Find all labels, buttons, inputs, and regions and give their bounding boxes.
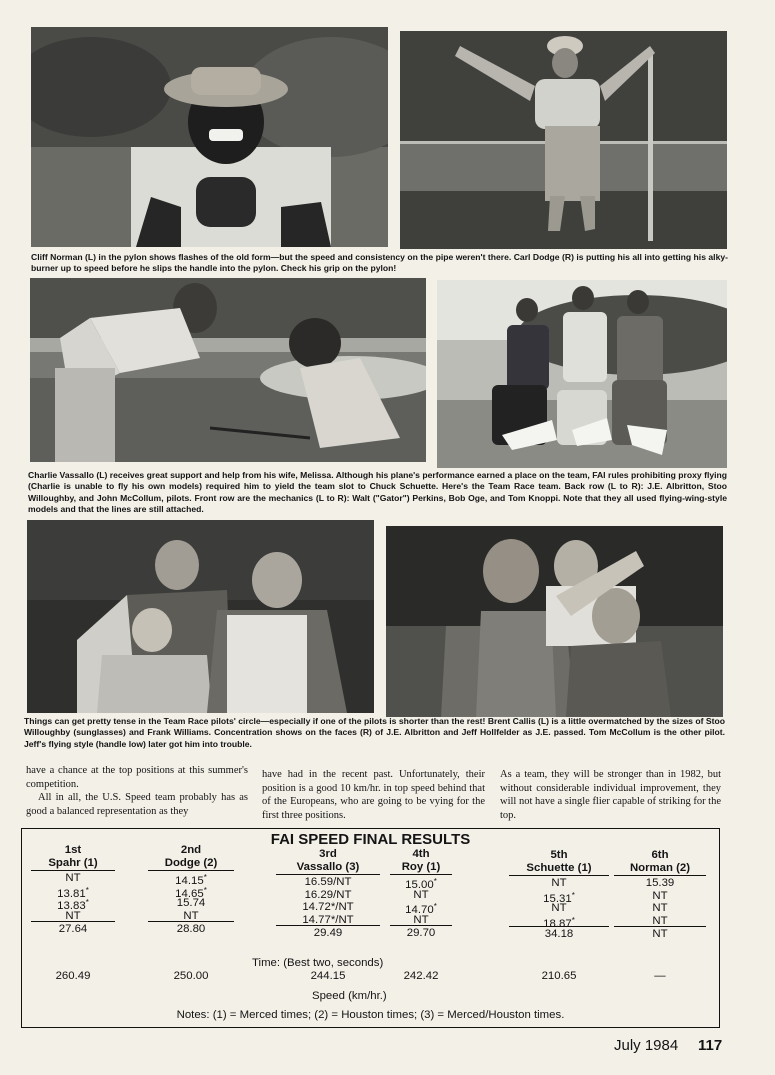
body-paragraph: All in all, the U.S. Speed team probably has as good a balanced representation as they [26,792,248,817]
time-value: NT [652,889,668,902]
total-time: 34.18 [544,928,574,941]
time-value: NT [65,909,81,922]
asterisk-mark: * [85,885,89,895]
photo-carl-dodge [400,31,727,249]
time-cell [276,914,380,927]
time-value: NT [413,913,429,926]
speed-value: 242.42 [403,970,439,982]
time-value: NT [65,872,81,884]
time-value: 14.72*/NT [302,901,354,914]
time-value: NT [551,877,567,889]
time-cell [509,915,609,928]
footer-date: July 1984 [614,1037,679,1054]
place-rank: 4th [412,848,430,860]
place-rank: 6th [651,849,669,861]
asterisk-mark: * [571,890,575,900]
time-cell [509,902,609,915]
flier-name: Vassallo (3) [276,861,380,876]
time-value: NT [652,902,668,915]
time-value: NT [551,902,567,915]
speed-label: Speed (km/hr.) [312,990,387,1002]
time-cell [31,885,115,898]
total-time: 29.49 [313,927,343,940]
result-column [31,844,115,1004]
page-number: 117 [698,1037,723,1054]
time-cell [148,885,234,898]
time-cell [614,902,706,915]
asterisk-mark: * [203,885,207,895]
caption-middle: Charlie Vassallo (L) receives great support and help from his wife, Melissa. Although his plane's performance earned a place on the team, FAI rules prohibiting proxy flying (Charlie is unable to fly his own models) required him to yield the team slot to Chuck Schuette. Here's the Team Race team. Back row (L to R): J.E. Albritton, Stoo Willoughby, and John McCollum, pilots. Front row are the mechanics (L to R): Walt ("Gator") Perkins, Bob Oge, and Tom Knoppi. Note that they all used flying-wing-style models and that the lines are still attached. [28,470,727,515]
time-cell [276,876,380,889]
total-time: 27.64 [58,923,88,936]
asterisk-mark: * [571,915,575,925]
photo-cliff-norman [31,27,388,247]
result-column [509,849,609,1009]
time-cell [31,910,115,923]
asterisk-mark: * [433,902,437,912]
photo-charlie-vassallo [30,278,426,462]
result-column [614,849,706,1009]
place-rank: 1st [64,844,82,856]
speed-value: 210.65 [541,970,577,982]
time-cell [276,901,380,914]
photo-team-race-team [437,280,727,468]
flier-name: Norman (2) [614,862,706,877]
time-cell [509,877,609,890]
place-rank: 5th [550,849,568,861]
total-time: 29.70 [406,927,436,940]
speed-value: 260.49 [55,970,91,982]
body-paragraph: have a chance at the top positions at this summer's competition. [26,765,248,790]
time-value: 13.83 [57,900,86,913]
results-notes: Notes: (1) = Merced times; (2) = Houston times; (3) = Merced/Houston times. [176,1009,565,1021]
results-table [21,828,720,1028]
result-column [148,844,234,1004]
time-cell [148,872,234,885]
flier-name: Schuette (1) [509,862,609,877]
time-value: NT [183,909,199,922]
body-paragraph: As a team, they will be stronger than in 1982, but without considerable individual improvement, they will not have a single flier capable of striking for the top. [500,769,722,821]
results-title: FAI SPEED FINAL RESULTS [270,831,471,848]
time-cell [509,890,609,903]
caption-bottom: Things can get pretty tense in the Team Race pilots' circle—especially if one of the pilots is shorter than the rest! Brent Callis (L) is a little overmatched by the sizes of Stoo Willoughby (sunglasses) and Frank Williams. Concentration shows on the faces (R) of J.E. Albritton and Jeff Hollfelder as J.E. passed. Tom McCollum is the other pilot. Jeff's flying style (handle low) later got him into trouble. [24,716,725,749]
time-label: Time: (Best two, seconds) [252,957,384,969]
time-cell [614,915,706,928]
place-rank: 3rd [319,848,337,860]
time-value: 14.15 [175,875,204,887]
time-cell [614,877,706,890]
time-value: 14.65 [175,887,204,900]
time-value: 15.74 [176,897,206,910]
time-cell [31,872,115,885]
asterisk-mark: * [433,877,437,886]
time-cell [31,897,115,913]
flier-name: Dodge (2) [148,857,234,872]
time-cell [148,910,234,923]
caption-top: Cliff Norman (L) in the pylon shows flashes of the old form—but the speed and consistency on the pipe weren't there. Carl Dodge (R) is putting his all into getting his alky-burner up to speed before he slips the handle into the pylon. Check his grip on the pylon! [31,252,728,274]
body-column-1 [26,764,248,818]
place-rank: 2nd [180,844,202,856]
body-paragraph: have had in the recent past. Unfortunately, their position is a good 10 km/hr. in top speed behind that of the Europeans, who are going to be vying for the first three positions. [262,769,485,821]
total-time: 28.80 [176,923,206,936]
flier-name: Roy (1) [390,861,452,876]
time-value: 15.31 [543,892,572,905]
body-column-3 [500,768,721,822]
time-cell [390,901,452,917]
photo-albritton-hollfelder [386,526,723,717]
time-cell [614,890,706,903]
time-value: 13.81 [57,887,86,900]
result-column [390,848,452,1008]
time-value: 16.29/NT [304,888,352,901]
speed-value: — [654,970,666,982]
flier-name: Spahr (1) [31,857,115,872]
asterisk-mark: * [85,898,89,908]
time-value: 18.87 [543,917,572,930]
speed-value: 250.00 [173,970,209,982]
time-value: 15.39 [645,877,675,889]
time-cell [390,889,452,902]
time-cell [276,889,380,902]
time-value: NT [652,914,668,927]
time-cell [390,914,452,927]
time-value: 14.70 [405,904,434,917]
asterisk-mark: * [203,873,207,882]
result-column [276,848,380,1008]
time-cell [390,876,452,889]
speed-value: 244.15 [310,970,346,982]
time-cell [148,897,234,910]
time-value: 16.59/NT [304,876,352,888]
total-time: NT [652,928,668,941]
photo-pilots-circle [27,520,374,713]
body-column-2 [262,768,485,822]
time-value: NT [413,888,429,901]
time-value: 15.00 [405,879,434,891]
time-value: 14.77*/NT [302,913,354,926]
